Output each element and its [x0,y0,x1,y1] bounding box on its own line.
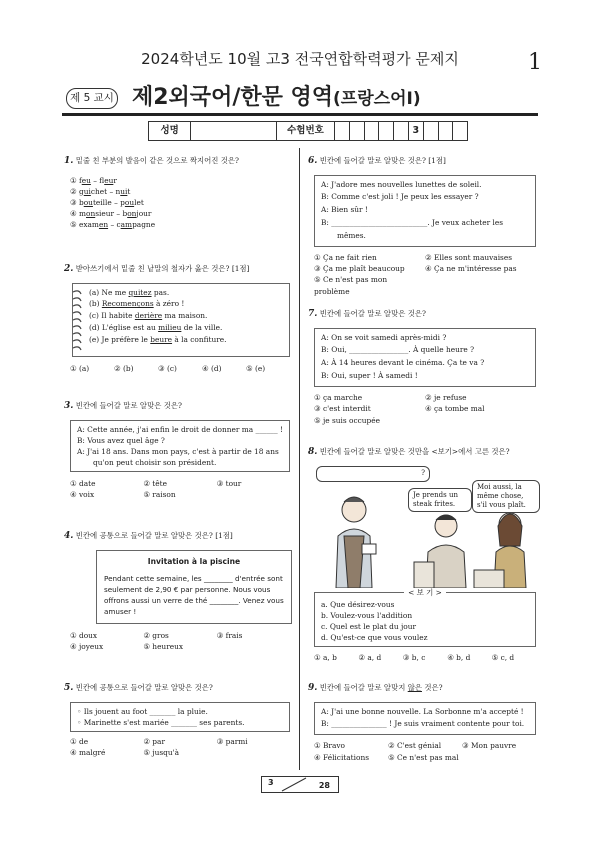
option-item[interactable]: ③ Mon pauvre [462,741,517,751]
dialogue-line: a. Que désirez-vous [321,599,395,609]
question-7 [308,308,536,426]
dialogue-line: B: __________________________. Je veux acheter les [321,218,503,228]
option-item[interactable]: ⑤ je suis occupée [314,415,381,425]
dialogue-line: ◦ Marinette s'est mariée _______ ses parents. [77,717,245,727]
dialogue-box [314,175,536,248]
option-item[interactable]: ② je refuse [425,393,467,403]
option-item[interactable]: ② Elles sont mauvaises [425,253,513,263]
option-item[interactable]: ③ b, c [402,652,426,662]
dialogue-line: A: À 14 heures devant le cinéma. Ça te va ? [321,358,485,368]
dialogue-line: d. Qu'est-ce que vous voulez [321,632,428,642]
question-text-emph: 않은 [407,683,422,692]
option-item[interactable]: ④ voix [70,490,95,500]
option-item[interactable]: ③ c'est interdit [314,404,371,414]
dialogue-line: B: Vous avez quel âge ? [77,435,165,445]
question-number: 1. [64,156,74,166]
question-9 [308,682,536,763]
name-field[interactable] [191,122,277,140]
exam-header-title: 2024학년도 10월 고3 전국연합학력평가 문제지 [141,50,459,68]
question-number: 6. [308,156,318,166]
dialogue-line: qu'on peut choisir son président. [93,457,217,467]
exam-number-cell[interactable] [335,122,350,140]
dictation-sentence: (d) L'église est au milieu de la ville. [89,323,223,333]
dictation-sentence: (b) Recomençons à zéro ! [89,299,185,309]
option-item[interactable]: ④ ça tombe mal [425,404,485,414]
header-rule [62,113,538,116]
dialogue-line: c. Quel est le plat du jour [321,621,417,631]
exam-number-cell[interactable] [365,122,380,140]
dialogue-line: A: Cette année, j'ai enfin le droit de donner ma ______ ! [77,424,284,434]
footer-total-pages: 28 [318,781,330,790]
question-5 [64,682,290,758]
option-item[interactable]: ① (a) [70,363,90,373]
question-number: 9. [308,683,318,693]
option-item[interactable]: ② C'est génial [388,741,442,751]
option-item[interactable]: ④ joyeux [70,641,104,651]
option-item[interactable]: ③ Ça me plaît beaucoup [314,264,405,274]
exam-number-cell[interactable] [394,122,409,140]
option-item[interactable]: ④ monsieur – bonjour [70,208,152,218]
question-number: 5. [64,683,74,693]
page-footer [261,776,339,793]
option-item[interactable]: ④ malgré [70,747,106,757]
dialogue-box [70,420,290,472]
option-item[interactable]: ③ frais [216,630,243,640]
option-item[interactable]: ② guichet – nuit [70,186,131,196]
option-item[interactable]: ② tête [143,478,167,488]
option-item[interactable]: ③ parmi [216,736,248,746]
exam-number-cell[interactable] [453,122,467,140]
option-item[interactable]: ⑤ jusqu'à [143,747,180,757]
invitation-card [96,550,292,624]
option-item[interactable]: ① de [70,736,89,746]
exam-number-cell[interactable] [439,122,454,140]
invitation-title: Invitation à la piscine [147,556,241,566]
option-item[interactable]: ⑤ c, d [491,652,515,662]
option-item[interactable]: ① Bravo [314,741,345,751]
dialogue-line: A: On se voit samedi après-midi ? [321,332,447,342]
option-item[interactable]: ② gros [143,630,169,640]
bogi-label: < 보 기 > [404,588,446,597]
footer-current-page: 3 [268,778,274,787]
question-6 [308,155,536,297]
dialogue-line: A: Bien sûr ! [321,205,368,215]
question-number: 8. [308,447,318,457]
dictation-sentence: (c) Il habite derière ma maison. [89,311,208,321]
question-number: 4. [64,531,74,541]
subject-main: 제2외국어/한문 영역 [132,85,334,110]
page-number: 1 [528,50,542,75]
man-speech-bubble: Je prends un steak frites. [408,488,472,512]
option-item[interactable]: ③ tour [216,478,242,488]
dialogue-line: b. Voulez-vous l'addition [321,610,413,620]
question-number: 7. [308,309,318,319]
question-text: 빈칸에 들어갈 말로 알맞은 것은? [75,401,182,410]
dictation-sentence: (a) Ne me quitez pas. [89,287,170,297]
dialogue-line: A: J'ai 18 ans. Dans mon pays, c'est à partir de 18 ans [77,446,279,456]
dialogue-line: ◦ Ils jouent au foot _______ la pluie. [77,706,208,716]
question-text: 받아쓰기에서 밑줄 친 낱말의 철자가 옳은 것은? [1점] [75,264,250,273]
dialogue-line: B: Oui, super ! À samedi ! [321,371,418,381]
waiter-speech-bubble: ? [316,466,430,482]
option-item[interactable]: ① Ça ne fait rien [314,253,377,263]
option-item[interactable]: ① doux [70,630,98,640]
option-item[interactable]: ⑤ examen – campagne [70,219,156,229]
restaurant-scene [314,466,536,588]
exam-number-cell[interactable] [350,122,365,140]
question-text: 밑줄 친 부분의 발음이 같은 것으로 짝지어진 것은? [75,156,239,165]
question-4 [64,530,290,652]
question-text: 빈칸에 공통으로 들어갈 말로 알맞은 것은? [1점] [75,531,233,540]
option-item[interactable]: ④ Félicitations [314,752,370,762]
option-item[interactable]: ① feu – fleur [70,175,117,185]
dictation-sentence: (e) Je préfère le beure à la confiture. [89,335,227,345]
dialogue-line: B: _______________ ! Je suis vraiment contente pour toi. [321,719,525,729]
question-text: 빈칸에 공통으로 들어갈 말로 알맞은 것은? [75,683,213,692]
question-number: 3. [64,401,74,411]
invitation-body: Pendant cette semaine, les ________ d'entrée sont seulement de 2,90 € par personne. Nous vous offrons aussi un verre de thé ________. Venez vous amuser ! [104,573,284,617]
question-number: 2. [64,264,74,274]
woman-speech-bubble: Moi aussi, la même chose, s'il vous plaît. [472,480,540,513]
option-item[interactable]: ⑤ Ce n'est pas mon problème [314,275,388,296]
option-item[interactable]: ④ b, d [447,652,471,662]
dictation-notepad [72,283,290,357]
option-item[interactable]: ④ (d) [202,363,222,373]
question-3 [64,400,290,500]
option-item[interactable]: ③ bouteille – poulet [70,197,144,207]
subject-title [132,81,421,114]
dialogue-line: B: Comme c'est joli ! Je peux les essayer ? [321,192,479,202]
dialogue-box [314,702,536,736]
dialogue-line: A: J'ai une bonne nouvelle. La Sorbonne m'a accepté ! [321,706,524,716]
option-item[interactable]: ⑤ heureux [143,641,184,651]
question-8 [308,446,536,663]
student-info-bar [148,121,468,141]
option-item[interactable]: ② par [143,736,165,746]
dialogue-box [314,328,536,388]
dialogue-line: mêmes. [337,231,366,241]
exam-number-cell[interactable] [424,122,439,140]
option-item[interactable]: ⑤ Ce n'est pas mal [388,752,459,762]
question-2 [64,263,290,374]
spiral-binding-icon [71,287,83,353]
question-text: 빈칸에 들어갈 말로 알맞은 것만을 <보기>에서 고른 것은? [319,447,510,456]
question-1 [64,155,290,230]
exam-number-cell: 3 [409,122,424,140]
dialogue-line: B: Oui, ________________. À quelle heure ? [321,345,475,355]
column-divider [299,148,300,770]
option-item[interactable]: ① ça marche [314,393,363,403]
option-item[interactable]: ② (b) [114,363,134,373]
option-item[interactable]: ⑤ (e) [246,363,266,373]
option-item[interactable]: ④ Ça ne m'intéresse pas [425,264,517,274]
option-item[interactable]: ② a, d [358,652,382,662]
question-text-post: 것은? [421,683,443,692]
sentence-box [70,702,290,732]
option-item[interactable]: ① date [70,478,96,488]
bogi-box [314,587,536,647]
option-item[interactable]: ⑤ raison [143,490,176,500]
question-text: 빈칸에 들어갈 말로 알맞은 것은? [1점] [319,156,446,165]
question-text-pre: 빈칸에 들어갈 말로 알맞지 [319,683,408,692]
subject-language: (프랑스어Ⅰ) [333,89,421,109]
dialogue-line: A: J'adore mes nouvelles lunettes de soleil. [321,179,482,189]
exam-number-label: 수험번호 [277,122,335,140]
question-text: 빈칸에 들어갈 말로 알맞은 것은? [319,309,426,318]
option-item[interactable]: ① a, b [314,652,337,662]
option-item[interactable]: ③ (c) [158,363,177,373]
name-label: 성명 [149,122,191,140]
period-badge: 제 5 교시 [66,88,118,109]
exam-number-cell[interactable] [379,122,394,140]
